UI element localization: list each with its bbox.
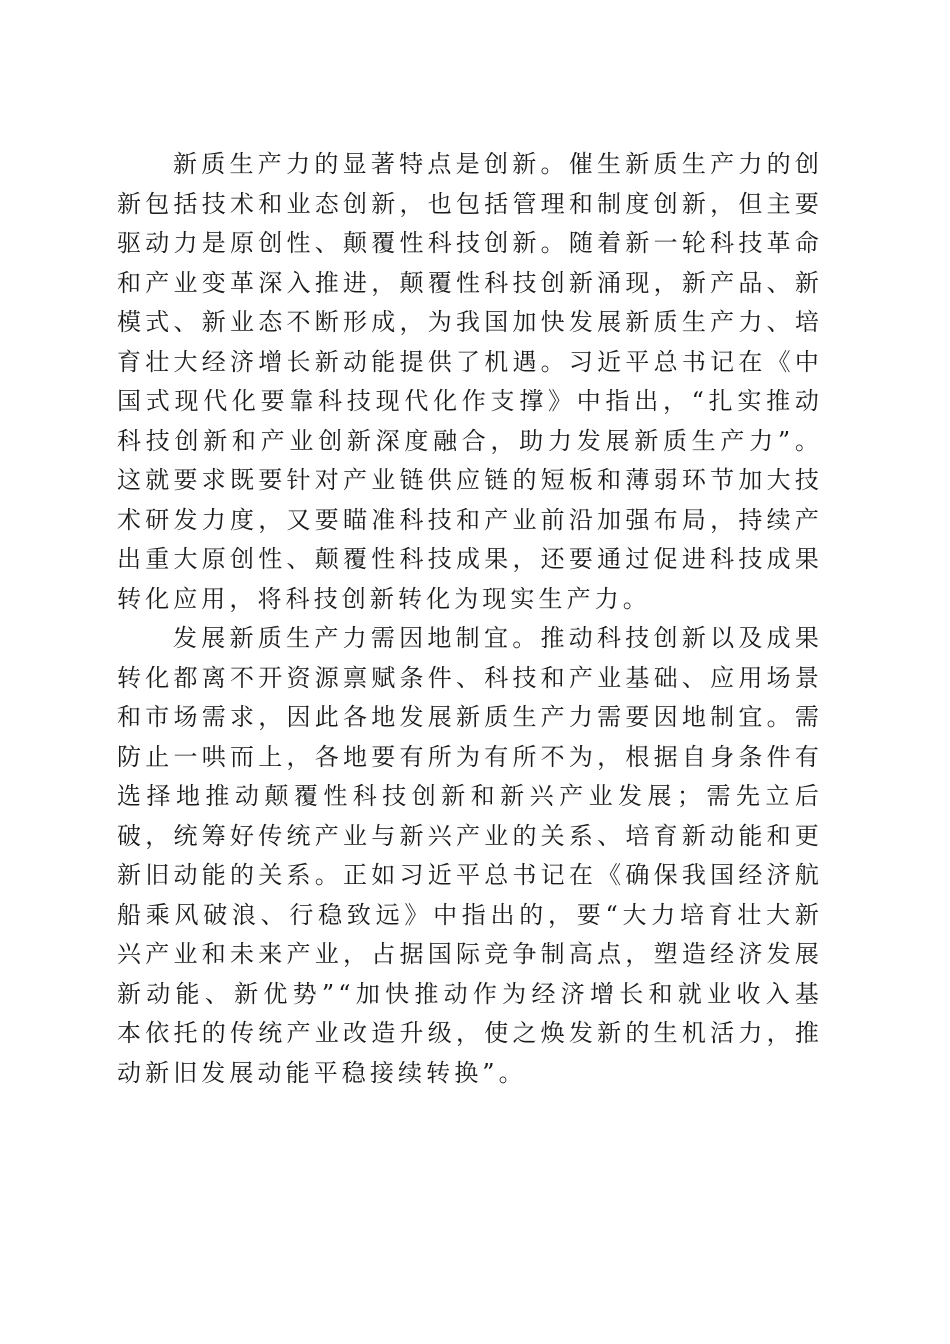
paragraph-innovation: 新质生产力的显著特点是创新。催生新质生产力的创新包括技术和业态创新，也包括管理和制度创新，但主要驱动力是原创性、颠覆性科技创新。随着新一轮科技革命和产业变革深入推进，颠覆性科技创新涌现，新产品、新模式、新业态不断形成，为我国加快发展新质生产力、培育壮大经济增长新动能提供了机遇。习近平总书记在《中国式现代化要靠科技现代化作支撑》中指出，“扎实推动科技创新和产业创新深度融合，助力发展新质生产力”。这就要求既要针对产业链供应链的短板和薄弱环节加大技术研发力度，又要瞄准科技和产业前沿加强布局，持续产出重大原创性、颠覆性科技成果，还要通过促进科技成果转化应用，将科技创新转化为现实生产力。 xyxy=(117,150,823,613)
paragraph-local-conditions: 发展新质生产力需因地制宜。推动科技创新以及成果转化都离不开资源禀赋条件、科技和产业基础、应用场景和市场需求，因此各地发展新质生产力需要因地制宜。需防止一哄而上，各地要有所为有所不为，根据自身条件有选择地推动颠覆性科技创新和新兴产业发展；需先立后破，统筹好传统产业与新兴产业的关系、培育新动能和更新旧动能的关系。正如习近平总书记在《确保我国经济航船乘风破浪、行稳致远》中指出的，要“大力培育壮大新兴产业和未来产业，占据国际竞争制高点，塑造经济发展新动能、新优势”“加快推动作为经济增长和就业收入基本依托的传统产业改造升级，使之焕发新的生机活力，推动新旧发展动能平稳接续转换”。 xyxy=(117,624,823,1087)
document-body xyxy=(117,145,823,1093)
